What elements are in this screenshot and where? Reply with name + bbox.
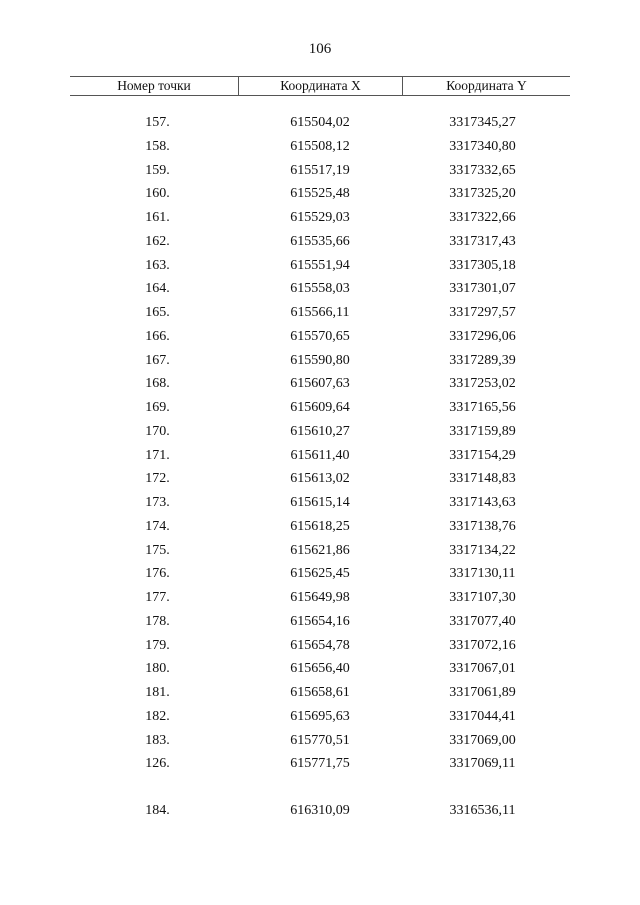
table-row <box>70 729 570 753</box>
coordinate-x-cell: 615610,27 <box>290 423 350 439</box>
coordinate-x-cell: 615504,02 <box>290 115 350 130</box>
point-number-cell: 177. <box>145 590 170 605</box>
table-row <box>70 657 570 681</box>
coordinate-x-cell: 615613,02 <box>290 471 350 487</box>
point-number-cell: 171. <box>145 447 170 463</box>
table-row <box>70 420 570 444</box>
coordinate-x-cell: 615529,03 <box>290 210 350 225</box>
coordinate-y-cell: 3317340,80 <box>449 138 516 154</box>
coordinate-x-cell: 615658,61 <box>290 685 350 700</box>
coordinate-x-cell: 615611,40 <box>290 447 350 463</box>
header-point-number: Номер точки <box>70 77 239 95</box>
point-number-cell: 179. <box>145 637 170 653</box>
point-number-cell: 173. <box>145 495 170 510</box>
table-row <box>70 372 570 396</box>
coordinate-x-cell: 615508,12 <box>290 138 350 154</box>
coordinate-y-cell: 3317148,83 <box>449 471 516 487</box>
coordinate-y-cell: 3317107,30 <box>449 590 516 605</box>
point-number-cell: 178. <box>145 613 170 629</box>
coordinate-y-cell: 3317077,40 <box>449 613 516 629</box>
coordinate-y-cell: 3317289,39 <box>449 352 516 368</box>
coordinate-x-cell: 615771,75 <box>290 756 350 772</box>
point-number-cell: 180. <box>145 661 170 677</box>
table-row <box>70 515 570 539</box>
coordinate-x-cell: 615570,65 <box>290 328 350 344</box>
coordinate-y-cell: 3317069,00 <box>449 732 516 748</box>
table-row <box>70 301 570 325</box>
table-row <box>70 562 570 586</box>
table-header <box>70 76 570 96</box>
coordinate-x-cell: 615551,94 <box>290 257 350 273</box>
point-number-cell: 169. <box>145 400 170 415</box>
coordinate-x-cell: 615607,63 <box>290 376 350 392</box>
coordinate-x-cell: 615654,78 <box>290 637 350 653</box>
table-row <box>70 135 570 159</box>
table-row <box>70 182 570 206</box>
coordinate-y-cell: 3317332,65 <box>449 162 516 178</box>
table-row <box>70 467 570 491</box>
table-body <box>70 111 570 823</box>
point-number-cell: 158. <box>145 138 170 154</box>
table-row <box>70 325 570 349</box>
table-row <box>70 705 570 729</box>
table-row <box>70 586 570 610</box>
coordinate-x-cell: 615525,48 <box>290 186 350 202</box>
point-number-cell: 172. <box>145 471 170 487</box>
table-row <box>70 539 570 563</box>
point-number-cell: 157. <box>145 115 170 130</box>
point-number-cell: 183. <box>145 732 170 748</box>
coordinate-y-cell: 3316536,11 <box>449 803 516 818</box>
coordinate-x-cell: 615770,51 <box>290 732 350 748</box>
table-row <box>70 277 570 301</box>
coordinate-y-cell: 3317067,01 <box>449 661 516 677</box>
point-number-cell: 159. <box>145 162 170 178</box>
coordinate-y-cell: 3317301,07 <box>449 281 516 297</box>
point-number-cell: 170. <box>145 423 170 439</box>
point-number-cell: 164. <box>145 281 170 297</box>
coordinate-y-cell: 3317325,20 <box>449 186 516 202</box>
coordinate-y-cell: 3317159,89 <box>449 423 516 439</box>
table-row <box>70 111 570 135</box>
coordinate-y-cell: 3317317,43 <box>449 233 516 249</box>
table-row <box>70 799 570 823</box>
coordinate-x-cell: 615649,98 <box>290 590 350 605</box>
coordinate-y-cell: 3317130,11 <box>449 566 516 582</box>
table-row <box>70 230 570 254</box>
coordinate-y-cell: 3317322,66 <box>449 210 516 225</box>
table-row <box>70 634 570 658</box>
point-number-cell: 174. <box>145 518 170 534</box>
coordinate-x-cell: 615535,66 <box>290 233 350 249</box>
point-number-cell: 176. <box>145 566 170 582</box>
coordinate-x-cell: 615615,14 <box>290 495 350 510</box>
coordinate-y-cell: 3317134,22 <box>449 542 516 558</box>
header-coordinate-y: Координата Y <box>446 78 527 93</box>
table-row <box>70 396 570 420</box>
coordinate-y-cell: 3317154,29 <box>449 447 516 463</box>
point-number-cell: 168. <box>145 376 170 392</box>
table-row <box>70 491 570 515</box>
point-number-cell: 184. <box>145 803 170 818</box>
table-row <box>70 159 570 183</box>
coordinate-x-cell: 615656,40 <box>290 661 350 677</box>
coordinate-x-cell: 615517,19 <box>290 162 350 178</box>
table-row <box>70 610 570 634</box>
table-row <box>70 254 570 278</box>
page-number: 106 <box>308 41 332 57</box>
table-row <box>70 206 570 230</box>
table-row <box>70 444 570 468</box>
coordinate-x-cell: 615695,63 <box>290 708 350 724</box>
coordinate-x-cell: 616310,09 <box>290 803 350 818</box>
coordinate-x-cell: 615590,80 <box>290 352 350 368</box>
coordinate-x-cell: 615558,03 <box>290 281 350 297</box>
coordinate-y-cell: 3317061,89 <box>449 685 516 700</box>
coordinate-y-cell: 3317297,57 <box>449 305 516 320</box>
point-number-cell: 165. <box>145 305 170 320</box>
point-number-cell: 182. <box>145 708 170 724</box>
coordinate-y-cell: 3317069,11 <box>449 756 516 772</box>
coordinate-y-cell: 3317253,02 <box>449 376 516 392</box>
point-number-cell: 175. <box>145 542 170 558</box>
coordinate-y-cell: 3317165,56 <box>449 400 516 415</box>
point-number-cell: 167. <box>145 352 170 368</box>
point-number-cell: 162. <box>145 233 170 249</box>
coordinate-x-cell: 615621,86 <box>290 542 350 558</box>
coordinate-y-cell: 3317345,27 <box>449 115 516 130</box>
point-number-cell: 126. <box>145 756 170 772</box>
coordinate-x-cell: 615618,25 <box>290 518 350 534</box>
point-number-cell: 166. <box>145 328 170 344</box>
table-row <box>70 752 570 776</box>
coordinate-y-cell: 3317072,16 <box>449 637 516 653</box>
coordinate-y-cell: 3317044,41 <box>449 708 516 724</box>
coordinate-y-cell: 3317143,63 <box>449 495 516 510</box>
point-number-cell: 181. <box>145 685 170 700</box>
coordinate-y-cell: 3317138,76 <box>449 518 516 534</box>
coordinate-x-cell: 615609,64 <box>290 400 350 415</box>
coordinate-x-cell: 615625,45 <box>290 566 350 582</box>
coordinate-y-cell: 3317296,06 <box>449 328 516 344</box>
table-row <box>70 681 570 705</box>
coordinate-x-cell: 615654,16 <box>290 613 350 629</box>
table-row <box>70 349 570 373</box>
coordinate-y-cell: 3317305,18 <box>449 257 516 273</box>
header-coordinate-x: Координата X <box>239 77 403 95</box>
coordinate-x-cell: 615566,11 <box>290 305 350 320</box>
point-number-cell: 163. <box>145 257 170 273</box>
point-number-cell: 161. <box>145 210 170 225</box>
point-number-cell: 160. <box>145 186 170 202</box>
